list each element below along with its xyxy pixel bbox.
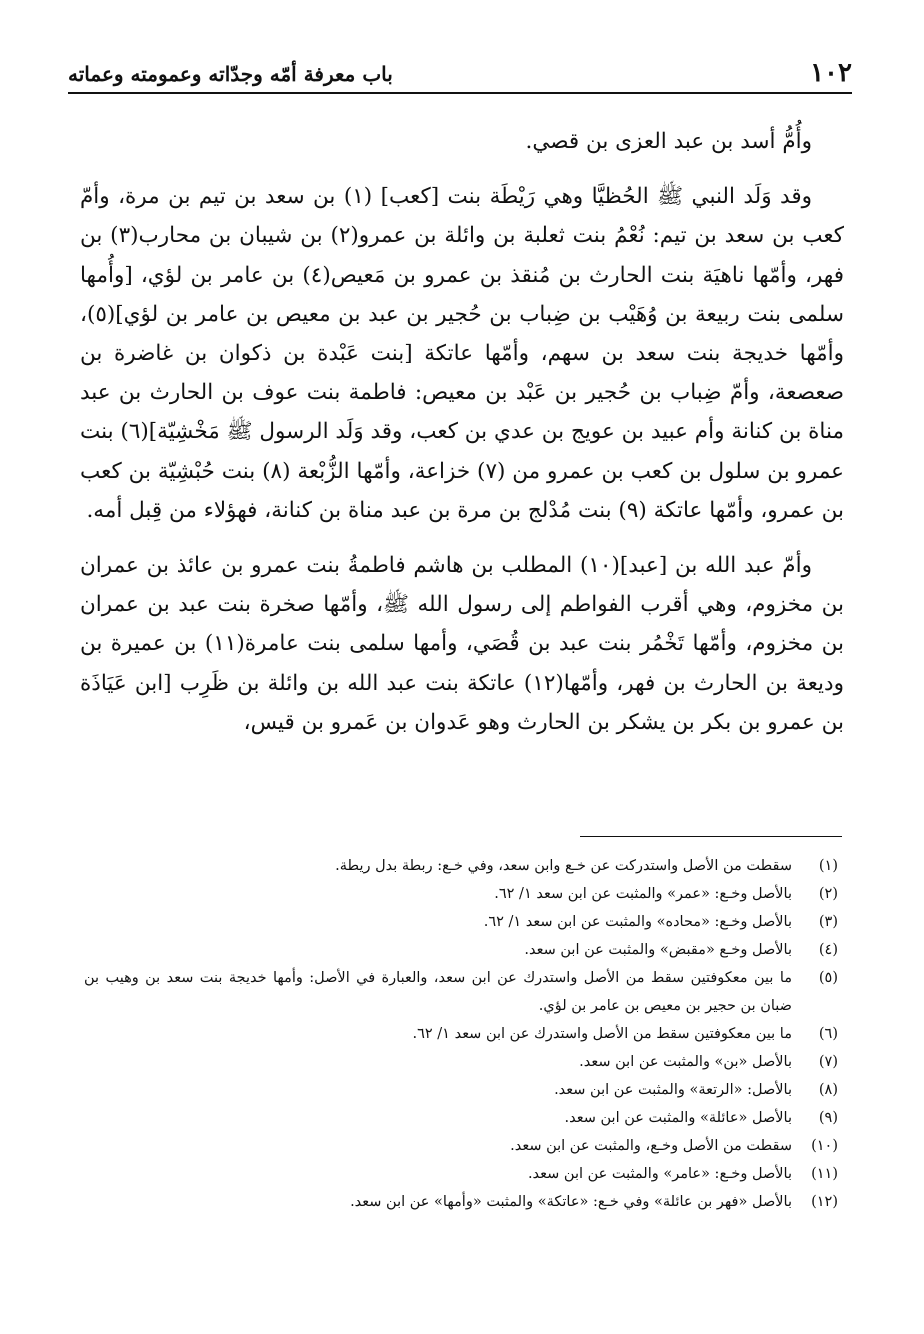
main-text — [80, 122, 844, 742]
running-title: باب معرفة أمّه وجدّاته وعمومته وعماته — [68, 62, 393, 86]
footnote-text: بالأصل وخـع «مقبض» والمثبت عن ابن سعد. — [524, 942, 792, 958]
footnote — [84, 964, 838, 1020]
footnote — [84, 1048, 838, 1076]
footnote-text: بالأصل: «الرتعة» والمثبت عن ابن سعد. — [554, 1082, 792, 1098]
footnote-number: (٨) — [818, 1082, 838, 1098]
footnote — [84, 936, 838, 964]
footnote-number: (٦) — [818, 1026, 838, 1042]
footnote — [84, 1104, 838, 1132]
footnote-text: ما بين معكوفتين سقط من الأصل واستدرك عن ابن سعد ١/ ٦٢. — [412, 1026, 792, 1042]
footnote — [84, 1160, 838, 1188]
paragraph: وأمّ عبد الله بن [عبد](١٠) المطلب بن هاشم فاطمةُ بنت عمرو بن عائذ بن عمران بن مخزوم، وهي أقرب الفواطم إلى رسول الله ﷺ، وأمّها صخرة بنت عبد بن عمران بن مخزوم، وأمّها تَخْمُر بنت عبد بن قُصَي، وأمها سلمى بنت عامرة(١١) بن عميرة بن وديعة بن الحارث بن فهر، وأمّها(١٢) عاتكة بنت عبد الله بن وائلة بن ظَرِب [ابن عَيَاذَة بن عمرو بن بكر بن يشكر بن الحارث وهو عَدوان بن عَمرو بن قيس، — [80, 553, 844, 735]
footnote-text: بالأصل «بن» والمثبت عن ابن سعد. — [579, 1054, 792, 1070]
footnote-number: (١) — [818, 858, 838, 874]
footnote-number: (١٢) — [811, 1194, 838, 1210]
footnote-number: (١١) — [811, 1166, 838, 1182]
footnote-text: سقطت من الأصل وخـع، والمثبت عن ابن سعد. — [510, 1138, 792, 1154]
footnote — [84, 880, 838, 908]
footnote — [84, 1020, 838, 1048]
footnote-number: (٥) — [818, 970, 838, 986]
footnote-text: بالأصل وخـع: «عامر» والمثبت عن ابن سعد. — [527, 1166, 792, 1182]
footnote — [84, 908, 838, 936]
page-number: ١٠٢ — [810, 58, 852, 88]
footnote-number: (٢) — [818, 886, 838, 902]
footnote-separator — [580, 836, 842, 837]
footnote — [84, 1076, 838, 1104]
footnote-text: سقطت من الأصل واستدركت عن خـع وابن سعد، وفي خـع: ربطة بدل ريطة. — [335, 858, 792, 874]
footnotes — [84, 852, 838, 1216]
footnote — [84, 1132, 838, 1160]
footnote — [84, 852, 838, 880]
footnote — [84, 1188, 838, 1216]
footnote-text: بالأصل «فهر بن عائلة» وفي خـع: «عاتكة» والمثبت «وأمها» عن ابن سعد. — [350, 1194, 792, 1210]
paragraph: وقد وَلَد النبي ﷺ الحُظيَّا وهي رَيْطَة بنت [كعب] (١) بن سعد بن تيم بن مرة، وأمّ كعب بن سعد بن تيم: نُعْمُ بنت ثعلبة بن وائلة بن عمرو(٢) بن شيبان بن محارب(٣) بن فهر، وأمّها ناهيَة بنت الحارث بن مُنقذ بن عمرو بن مَعيص(٤) بن عامر بن لؤي، [وأُمها سلمى بنت ربيعة بن وُهَيْب بن ضِباب بن حُجير بن عبد بن معيص بن عامر بن لؤي](٥)، وأمّها خديجة بنت سعد بن سهم، وأمّها عاتكة [بنت عَبْدة بن ذكوان بن غاضرة بن صعصعة، وأمّ ضِباب بن حُجير بن عَبْد بن معيص: فاطمة بنت عوف بن الحارث بن عبد مناة بن كنانة وأم عبيد بن عويج بن عدي بن كعب، وقد وَلَد الرسول ﷺ مَخْشِيّة](٦) بنت عمرو بن سلول بن كعب بن عمرو من (٧) خزاعة، وأمّها الزُّبْعة (٨) بنت حُبْشِيّة بن كعب بن عمرو، وأمّها عاتكة (٩) بنت مُدْلج بن مرة بن عبد مناة بن كنانة، فهؤلاء من قِبل أمه. — [80, 184, 845, 523]
footnote-number: (٤) — [818, 942, 838, 958]
footnote-number: (٧) — [818, 1054, 838, 1070]
footnote-text: بالأصل وخـع: «عمر» والمثبت عن ابن سعد ١/ ٦٢. — [494, 886, 792, 902]
footnote-text: ما بين معكوفتين سقط من الأصل واستدرك عن ابن سعد، والعبارة في الأصل: وأمها خديجة بنت سعد بن وهيب بن ضبان بن حجير بن معيص بن عامر بن لؤي. — [84, 970, 792, 1014]
page-header — [68, 52, 852, 94]
footnote-text: بالأصل «عائلة» والمثبت عن ابن سعد. — [564, 1110, 792, 1126]
footnote-text: بالأصل وخـع: «محاده» والمثبت عن ابن سعد ١/ ٦٢. — [483, 914, 792, 930]
footnote-number: (٩) — [818, 1110, 838, 1126]
footnote-number: (٣) — [818, 914, 838, 930]
footnote-number: (١٠) — [811, 1138, 838, 1154]
paragraph: وأُمُّ أسد بن عبد العزى بن قصي. — [525, 129, 812, 154]
